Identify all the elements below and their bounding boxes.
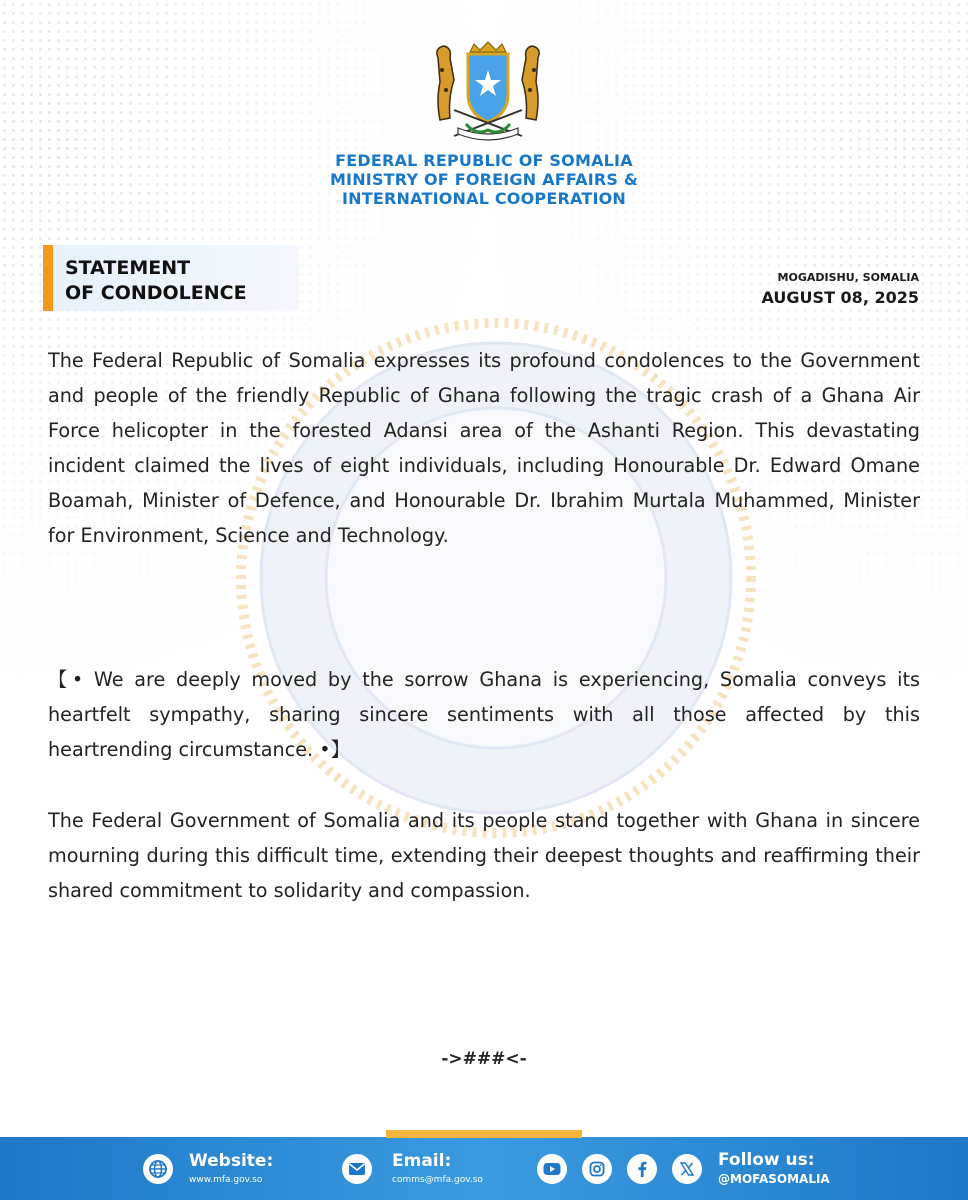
dateline-date: AUGUST 08, 2025 [761, 288, 919, 307]
header-line-1: FEDERAL REPUBLIC OF SOMALIA [335, 151, 633, 170]
email-label: Email: [392, 1151, 452, 1171]
follow-label: Follow us: [718, 1150, 815, 1170]
header-line-2: MINISTRY OF FOREIGN AFFAIRS & [329, 170, 639, 189]
dateline [762, 270, 919, 310]
statement-title-line-2: OF CONDOLENCE [65, 282, 247, 304]
statement-accent-bar [43, 245, 53, 311]
globe-icon[interactable] [143, 1154, 173, 1184]
somalia-coat-of-arms-icon [424, 40, 552, 144]
end-mark: ->###<- [441, 1049, 527, 1069]
header-line-3: INTERNATIONAL COOPERATION [342, 189, 626, 208]
footer-accent-bar [386, 1130, 582, 1138]
body-paragraph-3: The Federal Government of Somalia and its people stand together with Ghana in sincere mourning during this difficult time, extending their deepest thoughts and reaffirming their shared commitment to solidarity and compassion. [48, 809, 920, 902]
instagram-icon[interactable] [582, 1154, 612, 1184]
statement-title [65, 256, 247, 306]
social-handle[interactable]: @MOFASOMALIA [718, 1172, 830, 1186]
facebook-icon[interactable] [627, 1154, 657, 1184]
mail-icon[interactable] [342, 1154, 372, 1184]
x-icon[interactable] [672, 1154, 702, 1184]
website-link[interactable]: www.mfa.gov.so [189, 1175, 263, 1185]
statement-title-line-1: STATEMENT [65, 257, 191, 279]
dateline-location: MOGADISHU, SOMALIA [777, 271, 919, 284]
footer [0, 1137, 968, 1200]
statement-title-box [43, 245, 299, 311]
youtube-icon[interactable] [537, 1154, 567, 1184]
body-paragraph-1: The Federal Republic of Somalia expresses its profound condolences to the Government and people of the friendly Republic of Ghana following the tragic crash of a Ghana Air Force helicopter in the forested Adansi area of the Ashanti Region. This devastating incident claimed the lives of eight individuals, including Honourable Dr. Edward Omane Boamah, Minister of Defence, and Honourable Dr. Ibrahim Murtala Muhammed, Minister for Environment, Science and Technology. [48, 349, 920, 547]
body-paragraph-2: 【• We are deeply moved by the sorrow Ghana is experiencing, Somalia conveys its heartfelt sympathy, sharing sincere sentiments with all those affected by this heartrending circumstance. •】 [48, 668, 920, 761]
website-label: Website: [189, 1151, 274, 1171]
ministry-header [0, 151, 968, 208]
email-link[interactable]: comms@mfa.gov.so [392, 1175, 483, 1185]
